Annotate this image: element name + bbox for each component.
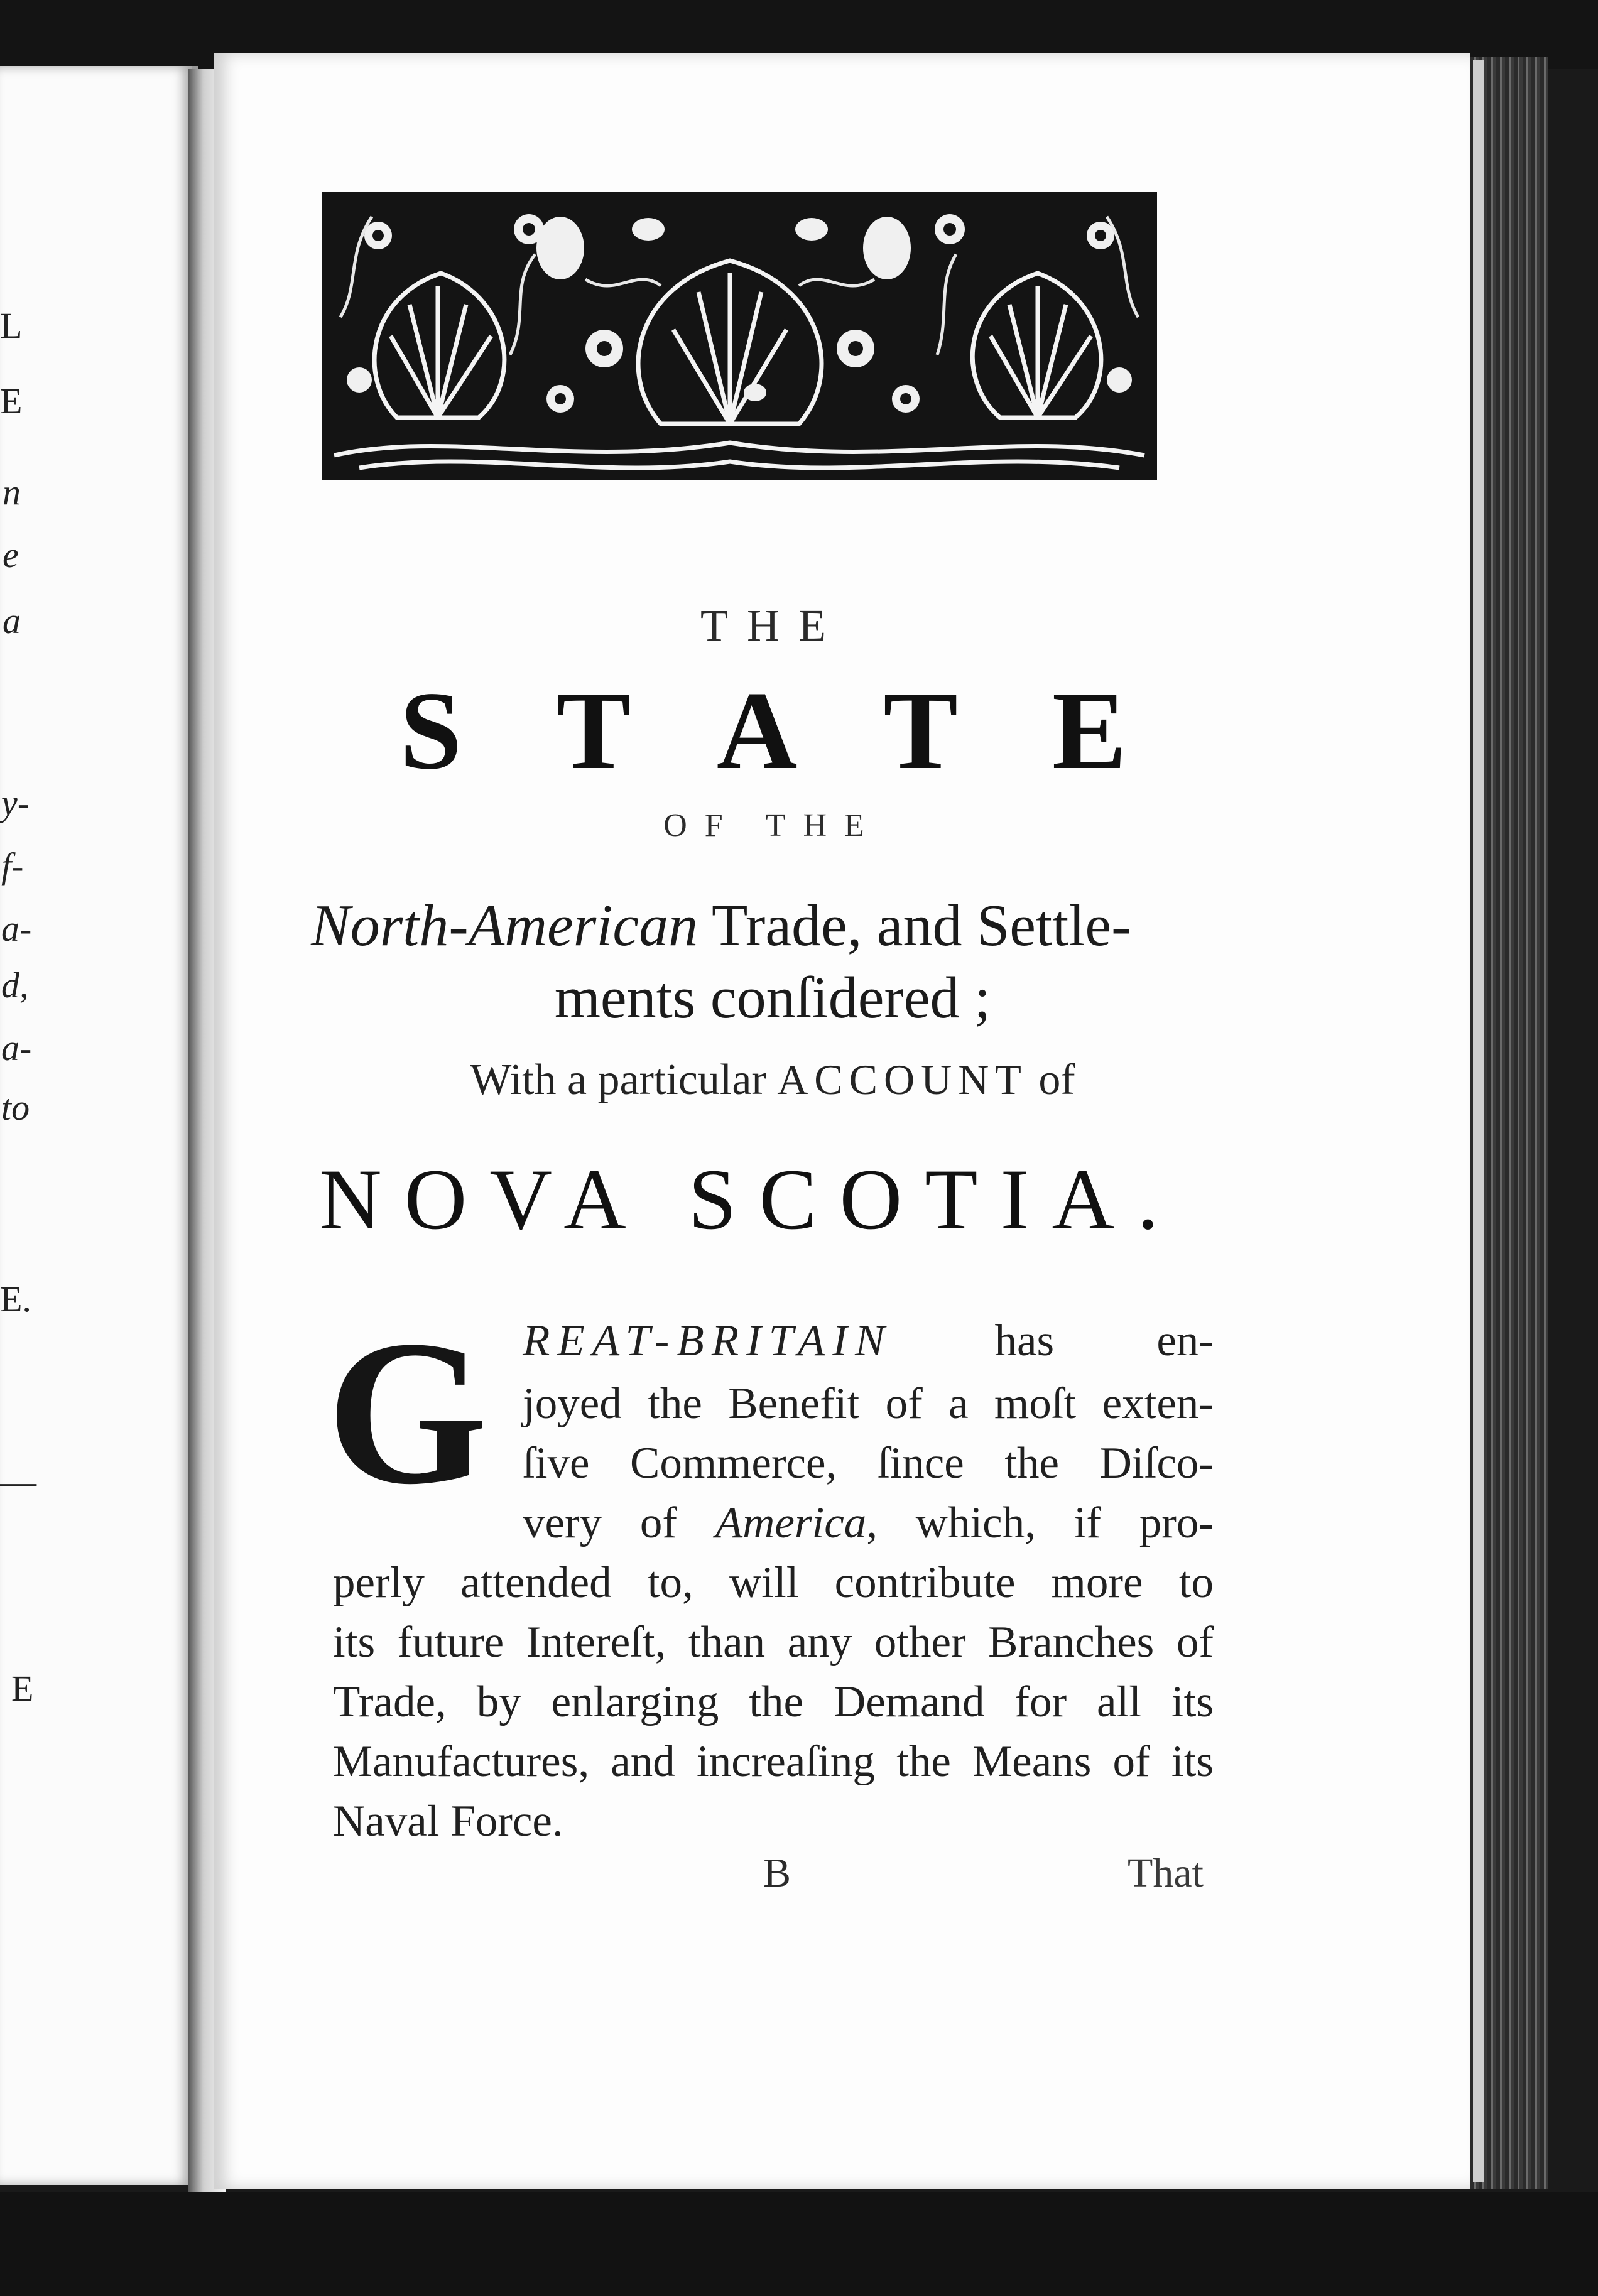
drop-cap: G xyxy=(327,1298,488,1527)
left-page-fragment: E xyxy=(0,381,23,421)
left-page-fragment: d, xyxy=(1,965,29,1005)
body-line-4-pre: very of xyxy=(523,1498,715,1547)
scan-background-bottom xyxy=(0,2192,1598,2296)
body-line-1-rest: has en- xyxy=(892,1316,1214,1365)
signature-mark: B xyxy=(763,1850,791,1896)
left-page-fragment: L xyxy=(0,305,23,346)
title-state: STATE xyxy=(400,668,1221,793)
title-the: THE xyxy=(700,600,845,651)
title-of-the: OF THE xyxy=(663,808,882,843)
body-line-7: Trade, by enlarging the Demand for all its xyxy=(333,1677,1214,1726)
subtitle-italic: North-American xyxy=(311,893,698,958)
woodcut-headpiece-ornament xyxy=(322,192,1157,480)
body-line-8: Manufactures, and increaſing the Means of its xyxy=(333,1737,1214,1786)
body-great-britain: REAT-BRITAIN xyxy=(523,1316,893,1365)
subtitle-account: ACCOUNT xyxy=(777,1056,1028,1103)
left-page-fragment: E. xyxy=(0,1279,31,1319)
subtitle-rest: Trade, and Settle- xyxy=(698,893,1131,958)
left-page-fragment: n xyxy=(3,472,21,512)
left-page-fragment: y- xyxy=(1,782,30,823)
subtitle-line-2: ments conſidered ; xyxy=(554,965,991,1031)
subtitle-line-3-post: of xyxy=(1027,1056,1075,1104)
body-line-1 xyxy=(523,1316,1214,1367)
body-line-4 xyxy=(523,1498,1214,1549)
left-page-fragment: a- xyxy=(1,1027,32,1068)
left-page-fragment: a xyxy=(3,600,21,641)
left-page-fragment: f- xyxy=(1,845,24,886)
left-page-fragment: E xyxy=(11,1668,34,1709)
subtitle-line-1 xyxy=(311,892,1131,960)
left-page xyxy=(0,66,198,2185)
body-line-4-post: , which, if pro- xyxy=(866,1498,1214,1547)
catchword: That xyxy=(1128,1850,1204,1896)
subtitle-line-3-pre: With a particular xyxy=(470,1056,778,1104)
left-page-fragment: to xyxy=(1,1087,30,1128)
left-page-fragment: e xyxy=(3,534,19,575)
body-america: America xyxy=(715,1498,867,1547)
left-page-fragment: a- xyxy=(1,908,32,949)
body-line-6: its future Intereſt, than any other Branches of xyxy=(333,1618,1214,1667)
page-edge-highlight xyxy=(1473,60,1484,2182)
body-line-2: joyed the Benefit of a moſt exten- xyxy=(523,1379,1214,1428)
subtitle-place-name: NOVA SCOTIA. xyxy=(319,1151,1182,1247)
body-line-5: perly attended to, will contribute more to xyxy=(333,1558,1214,1607)
subtitle-line-3 xyxy=(314,1055,1231,1105)
body-line-3: ſive Commerce, ſince the Diſco- xyxy=(523,1439,1214,1488)
body-line-9: Naval Force. xyxy=(333,1797,563,1846)
left-page-fragment: — xyxy=(0,1461,36,1502)
